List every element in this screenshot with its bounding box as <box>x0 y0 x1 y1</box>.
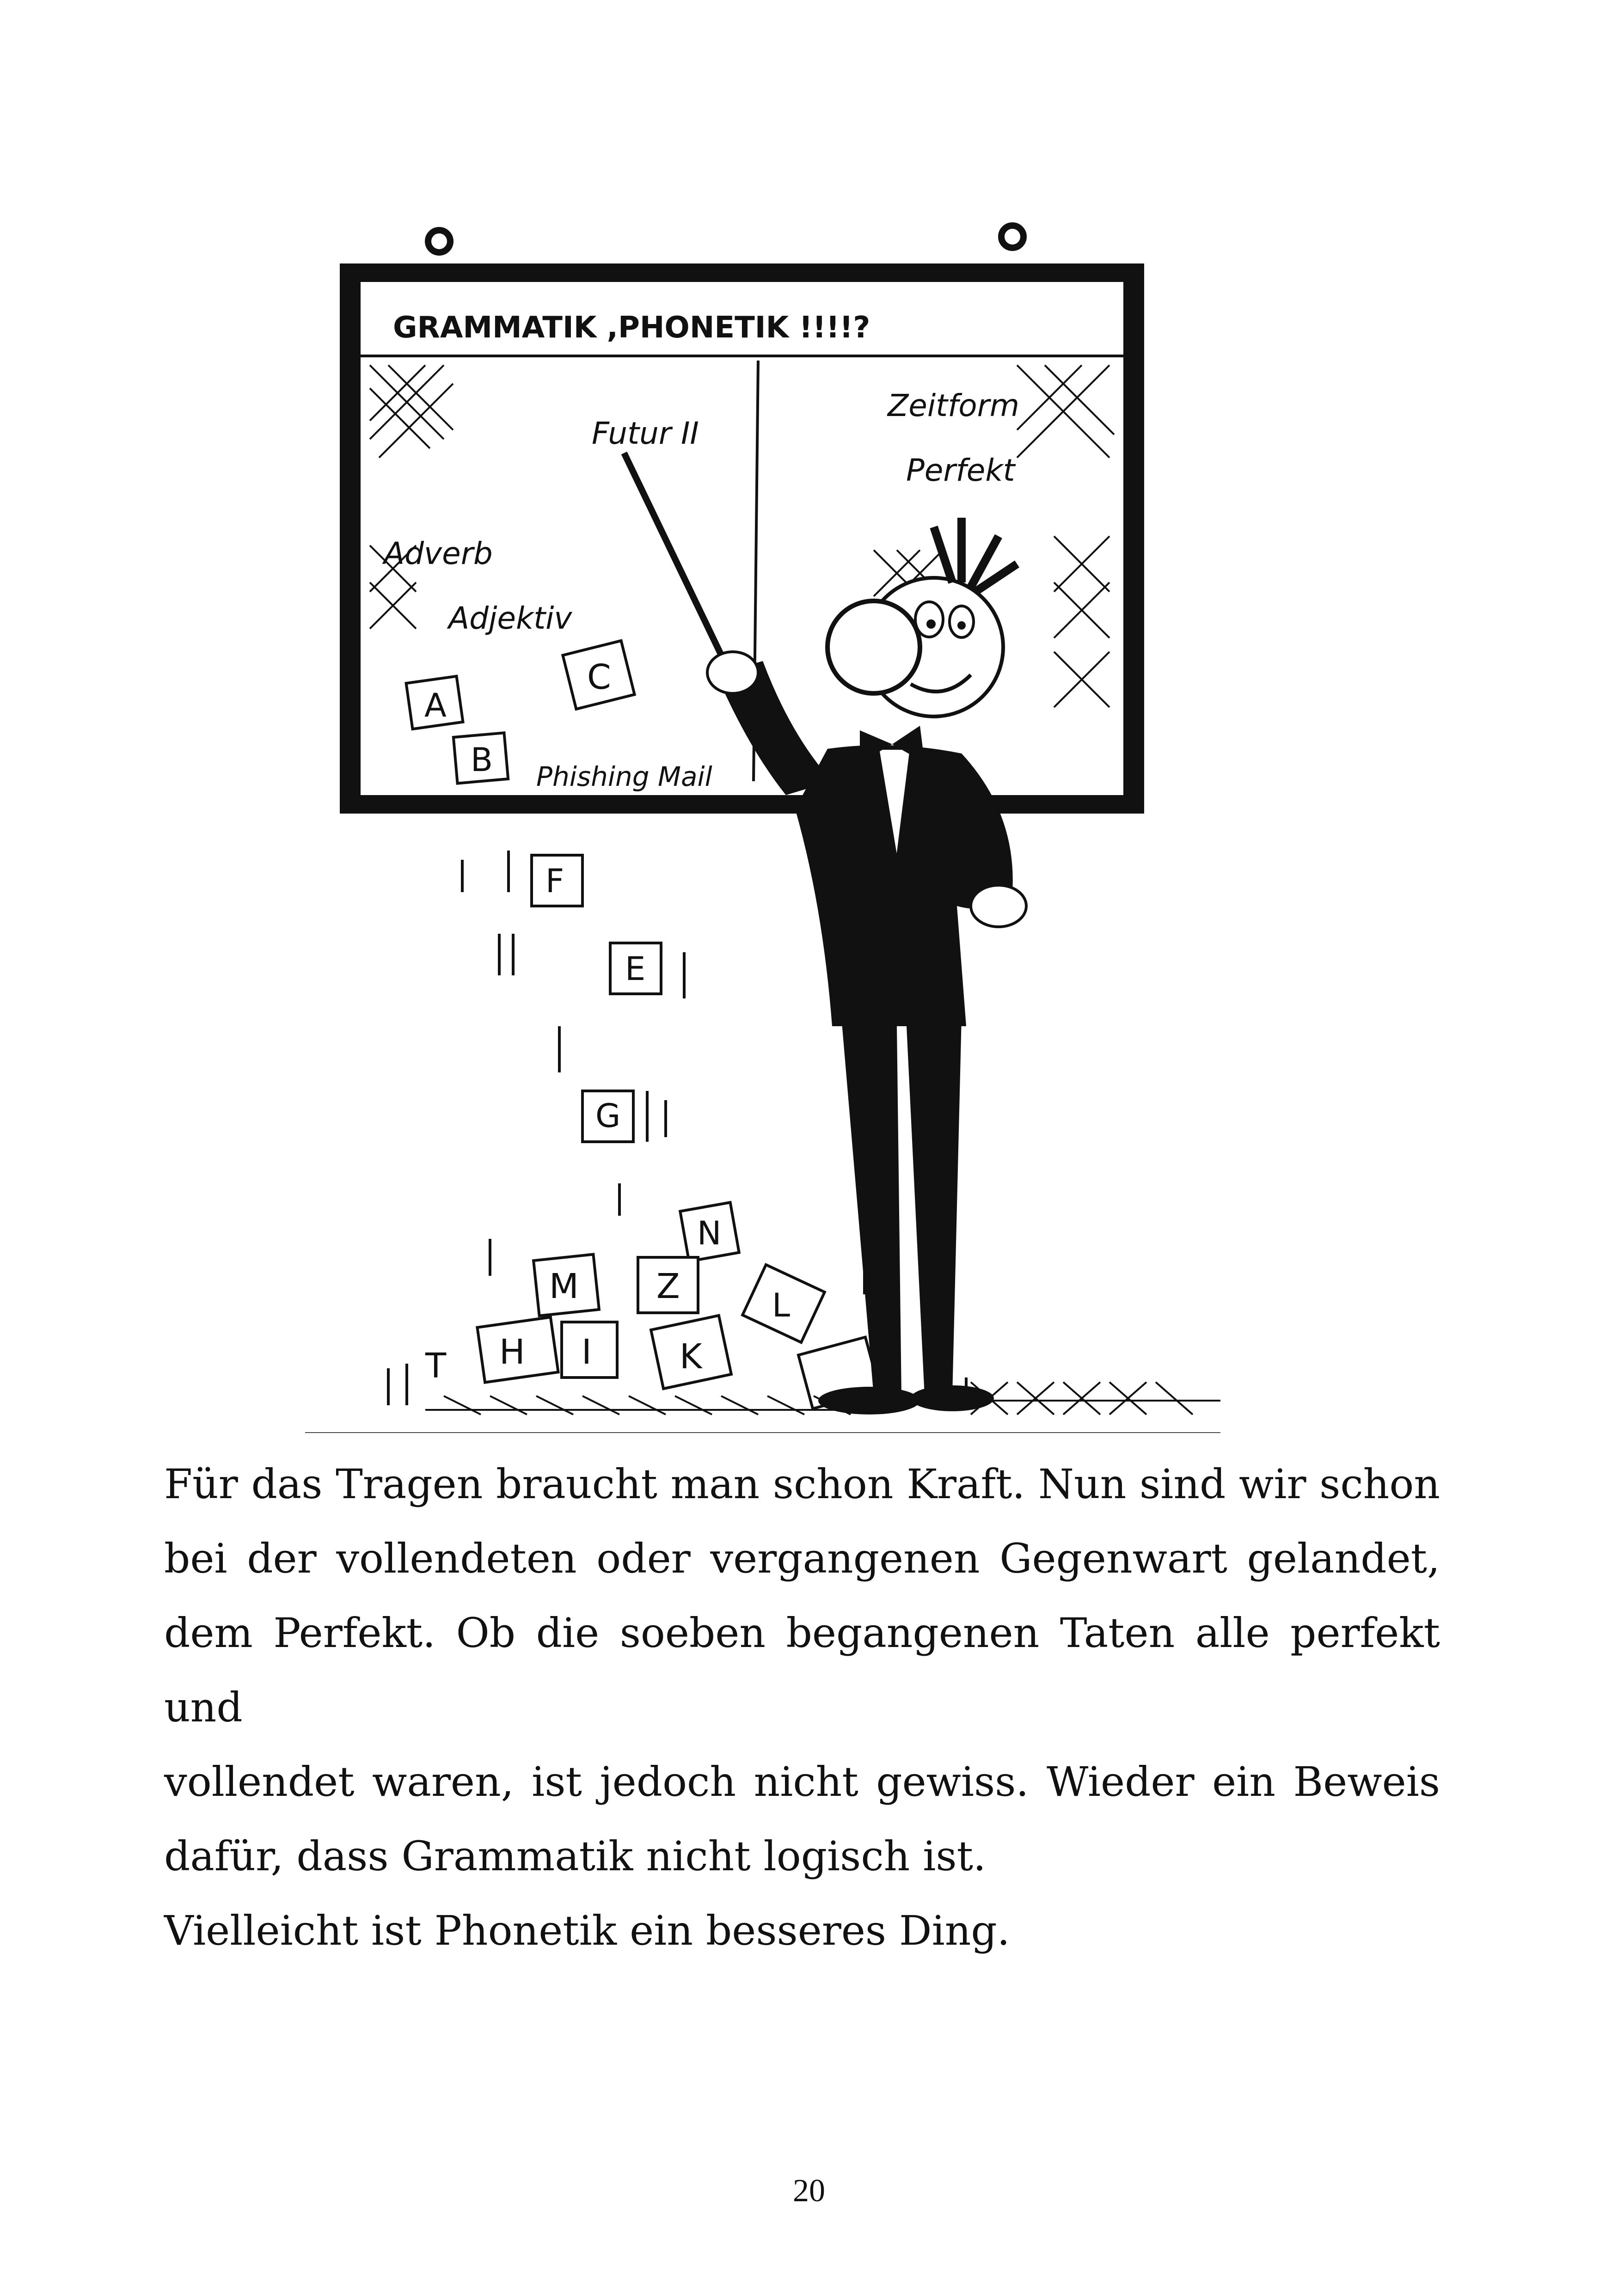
paragraph-1 <box>164 1447 1440 1893</box>
cartoon-illustration <box>296 213 1452 1433</box>
paragraph-1-line-4: vollendet waren, ist jedoch nicht gewiss. Wieder ein Beweis <box>164 1758 1440 1806</box>
paragraph-1-line-1: Für das Tragen braucht man schon Kraft. Nun sind wir schon <box>164 1460 1440 1508</box>
falling-letter-tiles <box>477 855 880 1408</box>
tile-letter-h: H <box>499 1332 525 1372</box>
paragraph-2: Vielleicht ist Phonetik ein besseres Ding. <box>164 1907 1010 1954</box>
blackboard <box>340 263 1144 814</box>
board-title: GRAMMATIK ,PHONETIK !!!!? <box>393 311 870 345</box>
board-word-perfekt: Perfekt <box>906 453 1015 488</box>
tile-letter-b: B <box>471 741 493 779</box>
tile-letter-f: F <box>545 862 564 900</box>
tile-letter-t: T <box>425 1346 447 1386</box>
tile-letter-g: G <box>595 1097 621 1135</box>
board-word-adjektiv: Adjektiv <box>448 600 572 636</box>
tile-letter-z: Z <box>656 1267 680 1306</box>
tile-letter-m: M <box>549 1267 579 1306</box>
tile-letter-i: I <box>582 1332 592 1372</box>
tile-letter-e: E <box>625 950 646 988</box>
tile-letter-n: N <box>697 1214 722 1252</box>
tile-letter-l: L <box>772 1286 790 1324</box>
tile-letter-c: C <box>587 657 611 697</box>
paragraph-1-line-5: dafür, dass Grammatik nicht logisch ist. <box>164 1832 986 1880</box>
board-hooks <box>428 226 1024 252</box>
floor-shadow <box>305 1382 1220 1433</box>
paragraph-1-line-2: bei der vollendeten oder vergangenen Gegenwart gelandet, <box>164 1535 1440 1582</box>
paragraph-1-line-3: dem Perfekt. Ob die soeben begangenen Taten alle perfekt und <box>164 1609 1440 1731</box>
teacher-at-blackboard-drawing <box>296 213 1452 1433</box>
page-number: 20 <box>793 2173 825 2209</box>
board-word-phishing-mail: Phishing Mail <box>536 761 712 792</box>
board-word-zeitform: Zeitform <box>888 388 1020 423</box>
board-word-futur: Futur II <box>592 416 699 451</box>
tile-letter-a: A <box>424 686 447 724</box>
body-text <box>164 1447 1440 1968</box>
tile-letter-k: K <box>680 1337 702 1377</box>
board-word-adverb: Adverb <box>384 536 493 571</box>
